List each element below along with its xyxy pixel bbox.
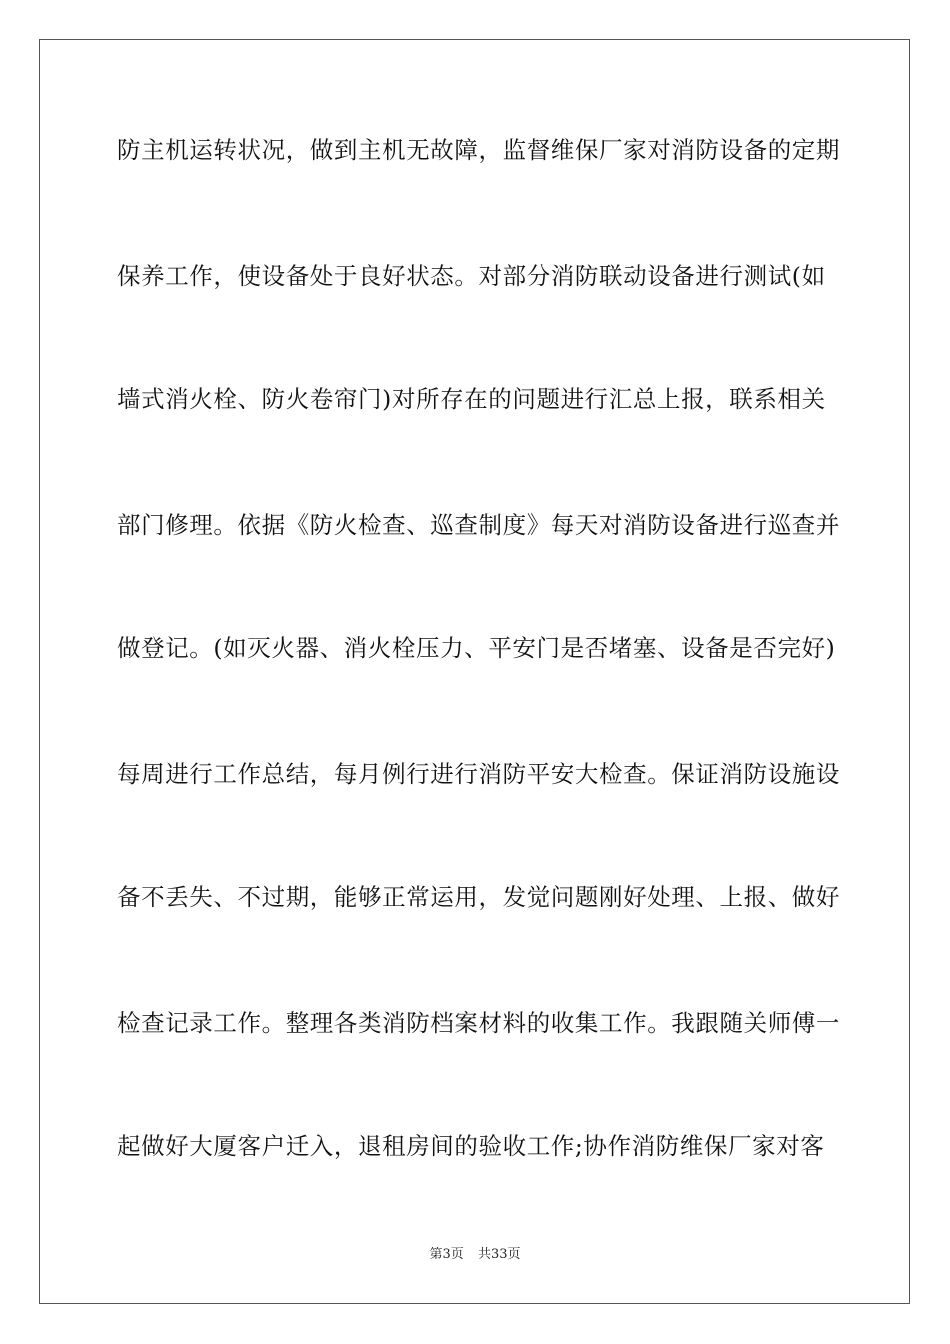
page-border (39, 39, 910, 1304)
text-line: 部门修理。依据《防火检查、巡查制度》每天对消防设备进行巡查并 (117, 511, 840, 539)
text-line: 保养工作，使设备处于良好状态。对部分消防联动设备进行测试(如 (117, 262, 826, 290)
page-footer (0, 1243, 950, 1262)
page-total: 共33页 (477, 1247, 521, 1262)
text-line: 检查记录工作。整理各类消防档案材料的收集工作。我跟随关师傅一 (117, 1009, 840, 1037)
text-line: 备不丢失、不过期，能够正常运用，发觉问题刚好处理、上报、做好 (117, 883, 840, 911)
text-line: 做登记。(如灭火器、消火栓压力、平安门是否堵塞、设备是否完好) (117, 634, 836, 662)
text-line: 墙式消火栓、防火卷帘门)对所存在的问题进行汇总上报，联系相关 (117, 385, 826, 413)
text-line: 起做好大厦客户迁入，退租房间的验收工作;协作消防维保厂家对客 (117, 1132, 825, 1160)
text-line: 每周进行工作总结，每月例行进行消防平安大检查。保证消防设施设 (117, 760, 840, 788)
page-number: 第3页 (429, 1247, 464, 1262)
text-line: 防主机运转状况，做到主机无故障，监督维保厂家对消防设备的定期 (117, 136, 840, 164)
